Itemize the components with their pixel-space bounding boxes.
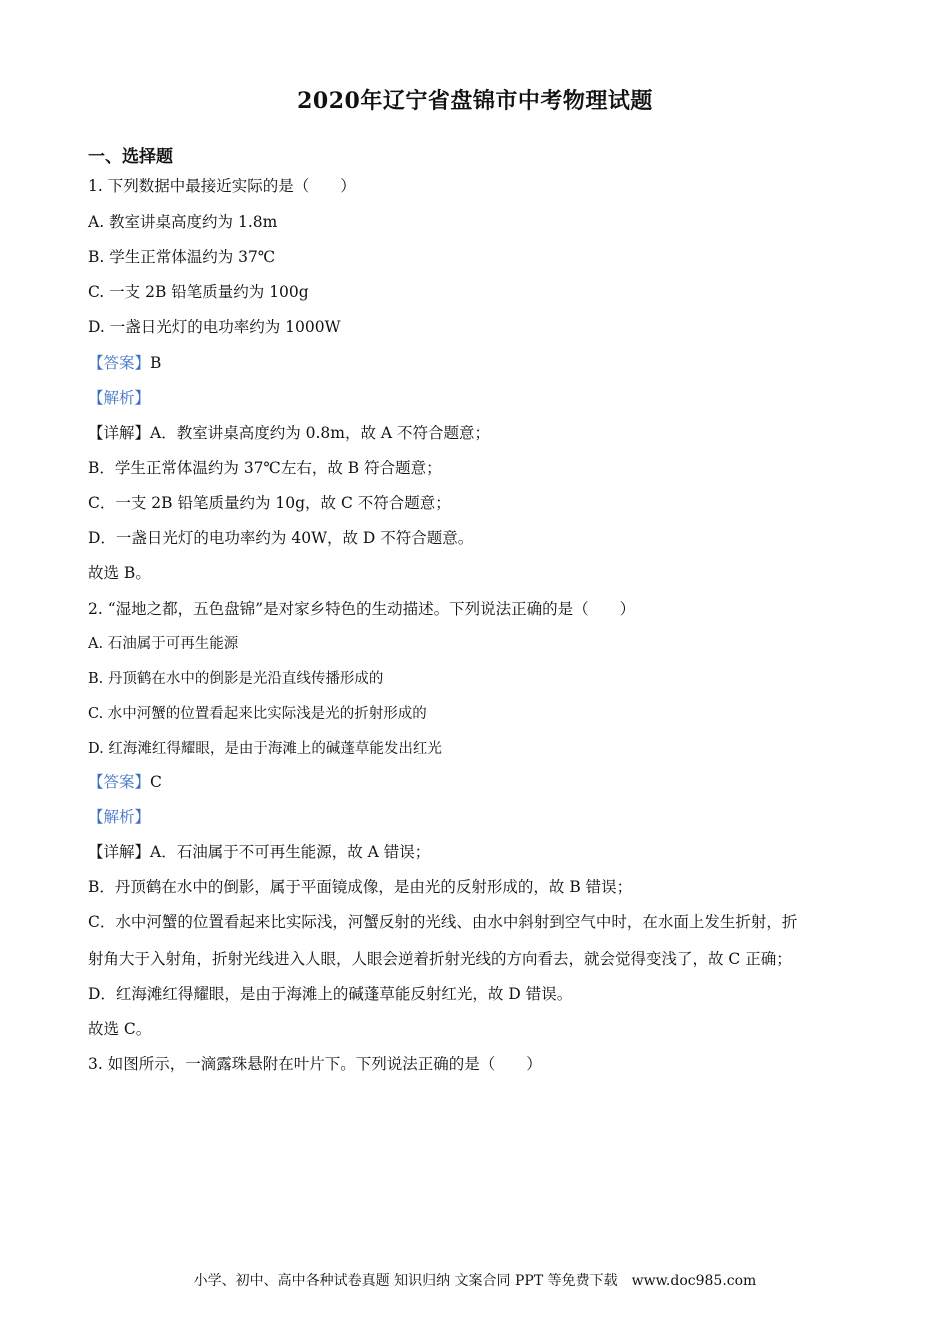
question-1-detail-c: C．一支 2B 铅笔质量约为 10g，故 C 不符合题意； [88,494,451,512]
question-1-stem: 1. 下列数据中最接近实际的是（ ） [88,177,356,195]
page-footer: 小学、初中、高中各种试卷真题 知识归纳 文案合同 PPT 等免费下载 www.doc985.com [193,1273,757,1289]
detail-tag: 【详解】 [88,843,151,861]
analysis-tag: 【解析】 [88,808,151,826]
answer-tag: 【答案】 [88,773,151,791]
question-2-analysis-tag [88,806,150,828]
section-heading: 一、选择题 [88,147,173,167]
detail-text: A．石油属于不可再生能源，故 A 错误； [150,843,431,861]
question-1-choose: 故选 B。 [88,564,151,582]
question-2-option-a: A. 石油属于可再生能源 [88,636,239,652]
question-1-option-a: A. 教室讲桌高度约为 1.8m [88,213,278,231]
page-title: 2020年辽宁省盘锦市中考物理试题 [297,88,653,114]
question-2-option-d: D. 红海滩红得耀眼，是由于海滩上的碱蓬草能发出红光 [88,741,442,757]
answer-value: B [150,354,162,372]
question-3-stem: 3. 如图所示，一滴露珠悬附在叶片下。下列说法正确的是（ ） [88,1055,542,1073]
question-2-detail [88,841,430,863]
question-1-detail-b: B．学生正常体温约为 37℃左右，故 B 符合题意； [88,459,442,477]
question-2-detail-c-2: 射角大于入射角，折射光线进入人眼，人眼会逆着折射光线的方向看去，就会觉得变浅了，故 C 正确； [88,950,792,968]
question-2-option-c: C. 水中河蟹的位置看起来比实际浅是光的折射形成的 [88,706,427,722]
detail-tag: 【详解】 [88,424,151,442]
question-2-option-b: B. 丹顶鹤在水中的倒影是光沿直线传播形成的 [88,671,384,687]
question-1-detail [88,422,490,444]
question-1-analysis-tag [88,387,150,409]
question-2-choose: 故选 C。 [88,1020,152,1038]
analysis-tag: 【解析】 [88,389,151,407]
question-1-option-b: B. 学生正常体温约为 37℃ [88,248,276,266]
answer-value: C [150,773,162,791]
question-2-stem: 2. “湿地之都，五色盘锦”是对家乡特色的生动描述。下列说法正确的是（ ） [88,600,636,618]
question-1-answer [88,352,161,374]
question-1-detail-d: D．一盏日光灯的电功率约为 40W，故 D 不符合题意。 [88,529,474,547]
question-1-option-d: D. 一盏日光灯的电功率约为 1000W [88,318,341,336]
question-2-answer [88,771,162,793]
question-2-detail-c-1: C．水中河蟹的位置看起来比实际浅，河蟹反射的光线、由水中斜射到空气中时，在水面上发生折射，折 [88,913,798,931]
question-2-detail-b: B．丹顶鹤在水中的倒影，属于平面镜成像，是由光的反射形成的，故 B 错误； [88,878,633,896]
detail-text: A．教室讲桌高度约为 0.8m，故 A 不符合题意； [150,424,491,442]
question-2-detail-d: D．红海滩红得耀眼，是由于海滩上的碱蓬草能反射红光，故 D 错误。 [88,985,573,1003]
answer-tag: 【答案】 [88,354,151,372]
question-1-option-c: C. 一支 2B 铅笔质量约为 100g [88,283,309,301]
